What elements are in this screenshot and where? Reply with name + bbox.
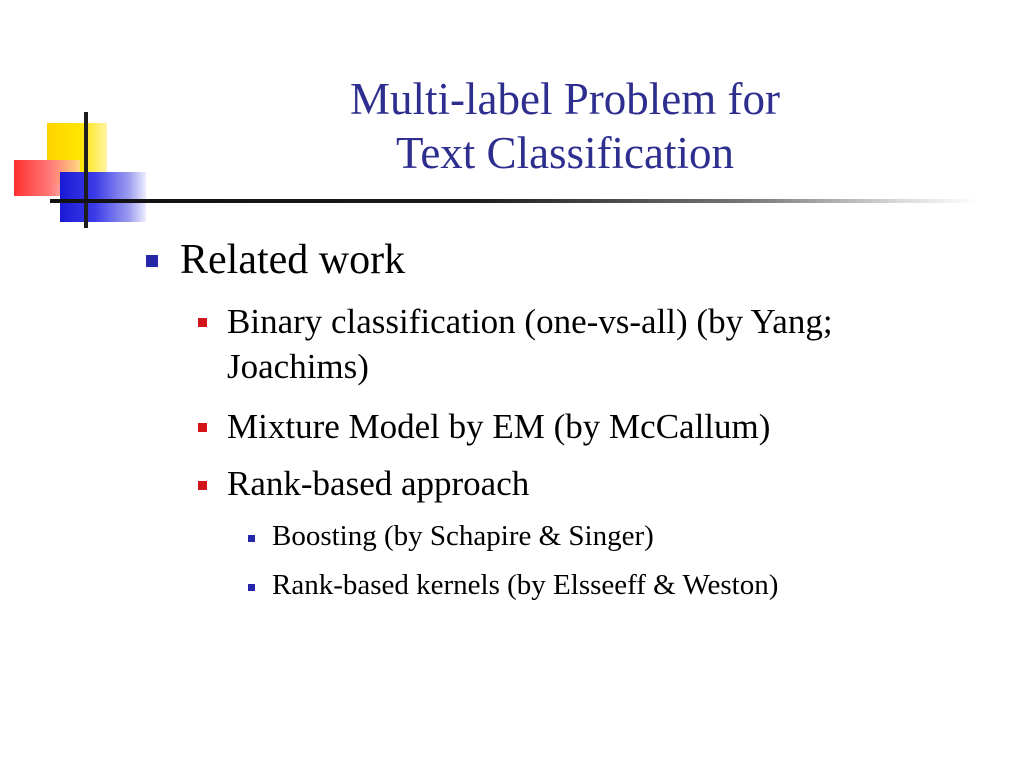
bullet-rank-based-approach: Rank-based approach — [227, 464, 530, 503]
bullet-boosting: Boosting (by Schapire & Singer) — [272, 520, 654, 552]
bullet-binary-classification-line-2: Joachims) — [227, 347, 369, 386]
bullet-marker-level2 — [198, 423, 207, 432]
bullet-related-work: Related work — [180, 237, 406, 283]
bullet-rank-based-kernels: Rank-based kernels (by Elsseeff & Weston) — [272, 569, 779, 601]
slide-title-line-2: Text Classification — [395, 128, 735, 178]
bullet-marker-level1 — [146, 255, 158, 267]
bullet-marker-level2 — [198, 481, 207, 490]
bullet-marker-level3 — [248, 584, 255, 591]
slide-title-line-1: Multi-label Problem for — [350, 74, 780, 124]
bullet-mixture-model: Mixture Model by EM (by McCallum) — [227, 407, 771, 446]
bullet-binary-classification-line-1: Binary classification (one-vs-all) (by Yang; — [227, 302, 833, 341]
bullet-marker-level2 — [198, 318, 207, 327]
bullet-marker-level3 — [248, 535, 255, 542]
